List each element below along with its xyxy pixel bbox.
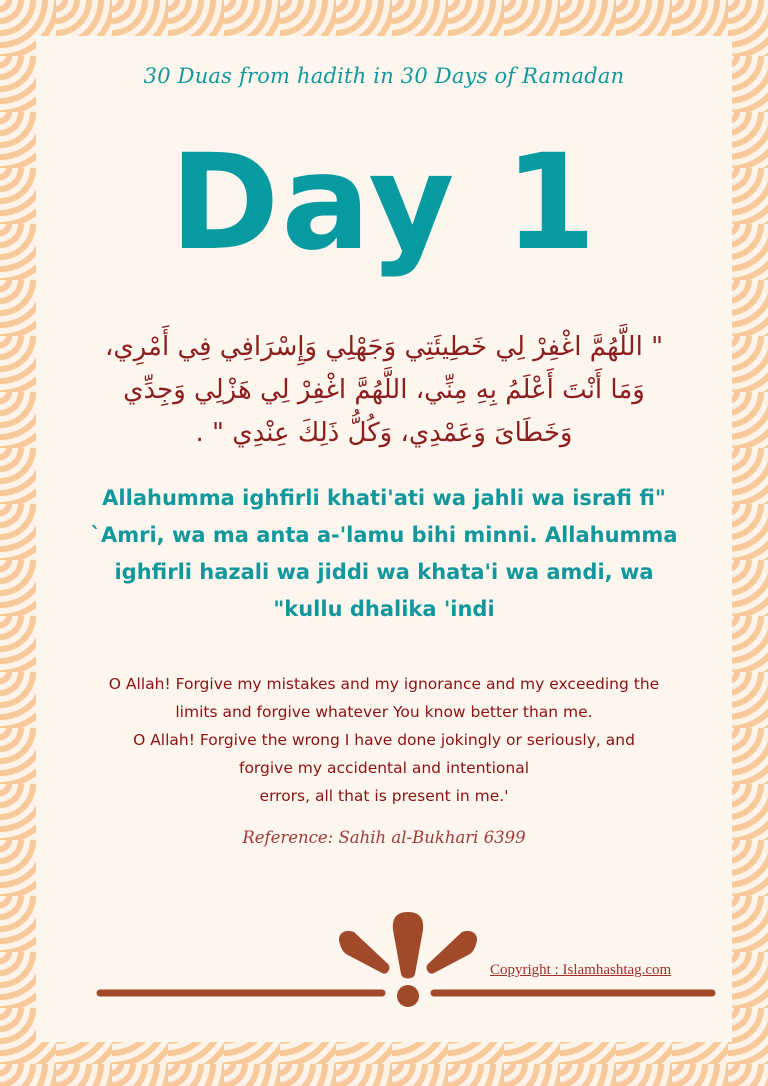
content-panel [36,36,732,1042]
arabic-line: وَخَطَاىَ وَعَمْدِي، وَكُلُّ ذَلِكَ عِنْدِي " . [195,418,573,448]
translation-line: O Allah! Forgive my mistakes and my ignorance and my exceeding the [108,675,660,693]
translation-line: forgive my accidental and intentional [238,759,530,777]
transliteration-line: ighfirli hazali wa jiddi wa khata'i wa amdi, wa [114,560,654,584]
arabic-line: وَمَا أَنْتَ أَعْلَمُ بِهِ مِنِّي، اللَّهُمَّ اغْفِرْ لِي هَزْلِي وَجِدِّي [123,375,645,405]
translation-line: errors, all that is present in me.' [259,787,509,805]
series-subtitle: 30 Duas from hadith in 30 Days of Ramadan [143,64,625,88]
translation-line: limits and forgive whatever You know better than me. [175,703,593,721]
day-title: Day 1 [169,126,599,280]
ornament-dot [397,985,419,1007]
arabic-line: " اللَّهُمَّ اغْفِرْ لِي خَطِيئَتِي وَجَهْلِي وَإِسْرَافِي فِي أَمْرِي، [104,332,664,362]
arabic-dua [76,326,692,455]
copyright-link[interactable]: Copyright : Islamhashtag.com [490,962,672,978]
transliteration-line: Allahumma ighfirli khati'ati wa jahli wa israfi fi" [102,486,666,510]
hadith-reference: Reference: Sahih al-Bukhari 6399 [242,828,526,847]
transliteration [66,480,702,628]
ornament-petal-left [339,931,390,974]
ornament-petal-right [427,931,478,974]
ornament-petal-center [393,912,423,979]
transliteration-line: "kullu dhalika 'indi [273,597,495,621]
transliteration-line: `Amri, wa ma anta a-'lamu bihi minni. Allahumma [90,523,678,547]
english-translation [46,670,722,810]
translation-line: O Allah! Forgive the wrong I have done jokingly or seriously, and [133,731,635,749]
